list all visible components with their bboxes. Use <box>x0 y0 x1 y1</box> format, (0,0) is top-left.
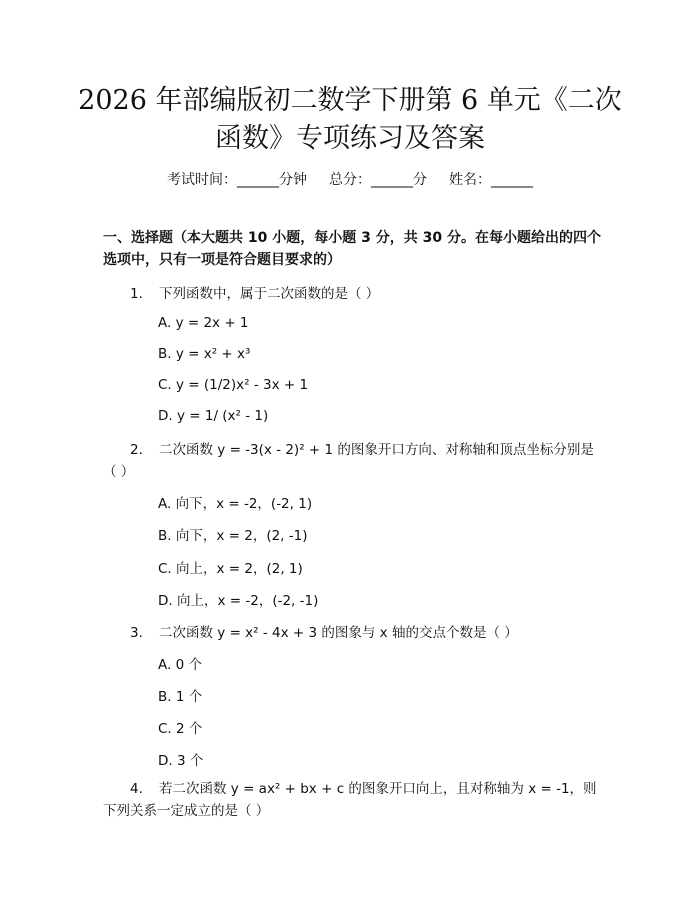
score-label: 总分： <box>329 172 371 188</box>
question-text: 若二次函数 y = ax² + bx + c 的图象开口向上，且对称轴为 x = -1，则下列关系一定成立的是（ ） <box>103 781 597 819</box>
question-1 <box>130 282 379 302</box>
option-c: C. 向上，x = 2，(2, 1) <box>158 561 303 577</box>
title-line-2: 函数》专项练习及答案 <box>215 123 485 154</box>
option-d: D. y = 1/ (x² - 1) <box>158 408 269 424</box>
option-b: B. 向下，x = 2，(2, -1) <box>158 528 308 544</box>
exam-info-line <box>0 169 700 189</box>
name-blank: ______ <box>491 172 533 188</box>
question-number: 1. <box>130 286 143 302</box>
option-d: D. 向上，x = -2，(-2, -1) <box>158 593 319 609</box>
option-b: B. 1 个 <box>158 689 203 705</box>
option-d: D. 3 个 <box>158 753 204 769</box>
question-3 <box>130 621 518 641</box>
document-title <box>0 82 700 158</box>
name-label: 姓名： <box>449 172 491 188</box>
score-blank: ______ <box>371 172 413 188</box>
time-unit: 分钟 <box>279 172 307 188</box>
question-text: 二次函数 y = x² - 4x + 3 的图象与 x 轴的交点个数是（ ） <box>159 625 518 641</box>
question-number: 3. <box>130 625 143 641</box>
question-number: 2. <box>130 442 143 458</box>
option-c: C. y = (1/2)x² - 3x + 1 <box>158 377 309 393</box>
option-a: A. 0 个 <box>158 657 202 673</box>
question-4 <box>103 778 603 822</box>
question-2 <box>103 439 603 483</box>
title-line-1: 2026 年部编版初二数学下册第 6 单元《二次 <box>78 85 622 116</box>
option-a: A. y = 2x + 1 <box>158 315 249 331</box>
section-heading-choice: 一、选择题（本大题共 10 小题，每小题 3 分，共 30 分。在每小题给出的四个选项中，只有一项是符合题目要求的） <box>103 230 601 268</box>
question-text: 二次函数 y = -3(x - 2)² + 1 的图象开口方向、对称轴和顶点坐标分别是（ ） <box>103 442 594 480</box>
time-blank: ______ <box>237 172 279 188</box>
question-number: 4. <box>130 781 143 797</box>
option-a: A. 向下，x = -2，(-2, 1) <box>158 496 313 512</box>
time-label: 考试时间： <box>167 172 237 188</box>
question-text: 下列函数中，属于二次函数的是（ ） <box>159 286 380 302</box>
option-b: B. y = x² + x³ <box>158 346 251 362</box>
score-unit: 分 <box>413 172 427 188</box>
option-c: C. 2 个 <box>158 721 203 737</box>
